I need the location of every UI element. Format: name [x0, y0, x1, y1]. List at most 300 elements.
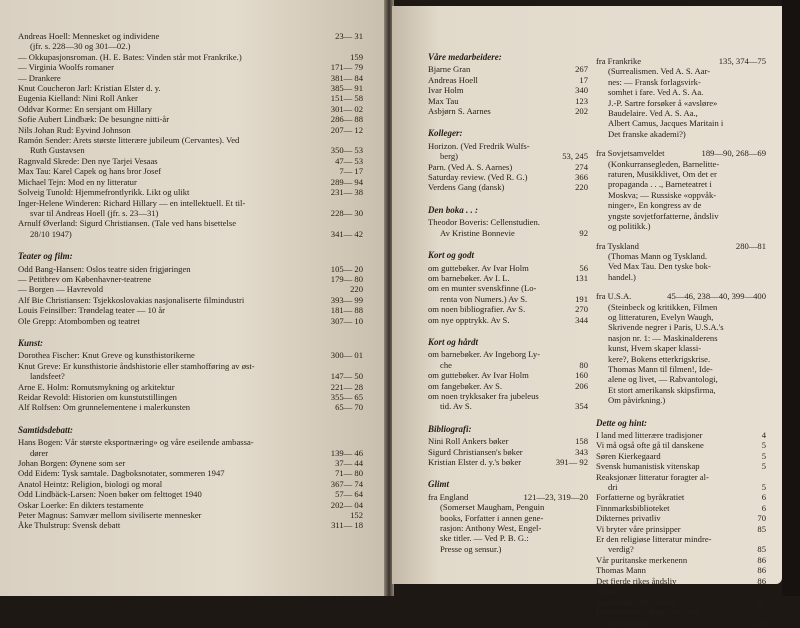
entry-page: 202 [575, 106, 588, 117]
entry-text: Realismen i litteraturen [596, 596, 677, 607]
background-edge [782, 0, 800, 596]
entry-page: 280—81 [735, 240, 766, 251]
entry-page: 340 [575, 85, 588, 96]
entry-page: 123 [575, 95, 588, 106]
entry-page: 301— 02 [330, 103, 363, 114]
entry-text: Arne E. Holm: Romutsmykning og arkitektur [18, 381, 175, 392]
entry-text: Ramón Sender: Arets største litterære jubileum (Cervantes). Ved [18, 135, 240, 146]
index-entry [18, 229, 363, 239]
entry-text: dri [608, 482, 618, 493]
index-entry [428, 401, 588, 411]
index-entry [428, 106, 588, 116]
entry-page: 307— 10 [330, 315, 363, 326]
index-entry [18, 479, 363, 489]
entry-page: 393— 99 [330, 294, 363, 305]
entry-page [763, 333, 766, 343]
entry-page: 181— 88 [330, 305, 363, 316]
entry-text: somhet i fare. Ved A. S. Aa. [608, 87, 704, 98]
index-entry [596, 159, 766, 169]
index-entry [596, 395, 766, 405]
index-entry [18, 510, 363, 520]
entry-page: 221— 28 [330, 381, 363, 392]
entry-page [763, 395, 766, 405]
entry-text: tid. Av S. [440, 401, 472, 412]
index-entry [428, 315, 588, 325]
entry-page: 5 [761, 440, 766, 451]
entry-page: 311— 18 [331, 520, 363, 531]
index-entry [428, 141, 588, 151]
index-entry [428, 513, 588, 523]
entry-text: Solveig Tunold: Hjemmefrontlyrikk. Likt og ulikt [18, 187, 190, 198]
entry-text: handel.) [608, 271, 636, 282]
entry-text: Horizon. (Ved Fredrik Wulfs- [428, 140, 530, 151]
index-entry [596, 291, 766, 301]
entry-page: 191 [575, 293, 588, 304]
entry-page [763, 169, 766, 179]
entry-text: Nils Johan Rud: Eyvind Johnson [18, 124, 131, 135]
entry-text: om barnebøker. Av I. L. [428, 272, 510, 283]
entry-page [360, 361, 363, 371]
entry-text: (Steinbeck og kritikken, Filmen [608, 301, 718, 312]
entry-text: rasjon: Anthony West, Engel- [440, 523, 542, 534]
index-entry [596, 374, 766, 384]
entry-text: dører [30, 447, 49, 458]
entry-page: 207— 12 [330, 124, 363, 135]
entry-text: Saturday review. (Ved R. G.) [428, 172, 528, 183]
entry-text: Ivar Holm [428, 85, 464, 96]
entry-text: Odd Lindbäck-Larsen: Noen bøker om felttoget 1940 [18, 489, 202, 500]
index-entry [428, 263, 588, 273]
index-entry [428, 436, 588, 446]
index-entry [596, 524, 766, 534]
entry-text: Søren Kierkegaard [596, 450, 661, 461]
entry-text: Sensur [596, 586, 620, 597]
index-entry [18, 177, 363, 187]
entry-text: Hans Bogen: Vår største eksportnæring» og våre eseilende ambassa- [18, 437, 254, 448]
index-entry [18, 371, 363, 381]
index-entry [596, 617, 766, 627]
index-entry [18, 135, 363, 145]
entry-text: (Thomas Mann og Tyskland. [608, 250, 708, 261]
entry-text: verdig? [608, 544, 634, 555]
entry-page [585, 217, 588, 227]
entry-page: 220 [350, 284, 363, 295]
entry-text: Theodor Boveris: Cellenstudien. [428, 217, 540, 228]
index-entry [428, 360, 588, 370]
entry-text: Skrivende negrer i Paris, U.S.A.'s [608, 322, 724, 333]
entry-page: 87 [757, 596, 766, 607]
entry-page: 5 [761, 482, 766, 493]
entry-page [763, 77, 766, 87]
entry-text: om nye opptrykk. Av S. [428, 314, 510, 325]
entry-text: ske titler. — Ved P. B. G.: [440, 533, 529, 544]
entry-page: 341— 42 [330, 228, 363, 239]
entry-page [763, 87, 766, 97]
index-entry [596, 607, 766, 617]
index-entry [428, 544, 588, 554]
entry-page: 92 [579, 227, 588, 238]
index-entry [596, 576, 766, 586]
entry-page [763, 534, 766, 544]
index-entry [596, 56, 766, 66]
index-entry [428, 151, 588, 161]
index-entry [596, 472, 766, 482]
entry-page: 355— 65 [330, 392, 363, 402]
entry-page: 85 [757, 523, 766, 534]
index-entry [596, 440, 766, 450]
entry-text: 28/10 1947) [30, 228, 72, 239]
index-entry [18, 208, 363, 218]
entry-text: Michael Tejn: Mod en ny litteratur [18, 176, 137, 187]
entry-text: Dorothea Fischer: Knut Greve og kunsthistorikerne [18, 350, 195, 361]
section-heading: Kolleger: [428, 128, 463, 139]
index-entry [596, 200, 766, 210]
entry-text: Reidar Revold: Historien om kunstutstillingen [18, 392, 177, 402]
entry-page: 86 [757, 565, 766, 576]
entry-text: — Okkupasjonsroman. (H. E. Bates: Vinden står mot Frankrike.) [18, 51, 242, 62]
entry-text: propaganda . . ., Barneteatret i [608, 179, 712, 190]
entry-text: — Petitbrev om Københavner-teatrene [18, 273, 152, 284]
entry-page: 70 [757, 513, 766, 524]
index-entry [596, 492, 766, 502]
entry-text: books, Forfatter i annen gene- [440, 512, 544, 523]
entry-text: Knut Coucheron Jarl: Kristian Elster d. y. [18, 83, 161, 94]
index-entry [596, 272, 766, 282]
entry-page [763, 211, 766, 221]
entry-page [585, 391, 588, 401]
index-entry [18, 382, 363, 392]
index-entry [596, 87, 766, 97]
index-entry [18, 520, 363, 530]
left-page [0, 0, 386, 596]
entry-text: Sofie Aubert Lindbæk: De besungne nitti-år [18, 114, 170, 125]
entry-page [360, 198, 363, 208]
entry-text: Albert Camus, Jacques Maritain i [608, 118, 724, 129]
entry-page [763, 221, 766, 231]
index-entry [18, 500, 363, 510]
index-entry [596, 251, 766, 261]
entry-page [763, 159, 766, 169]
entry-page: 5 [761, 461, 766, 472]
entry-text: Et stort amerikansk skipsfirma, [608, 384, 716, 395]
index-entry [428, 523, 588, 533]
entry-text: Peter Magnus: Samvær mellom siviliserte mennesker [18, 510, 202, 521]
entry-text: Johan Borgen: Øynene som ser [18, 458, 126, 469]
entry-text: Ruth Gustavsen [30, 145, 85, 156]
entry-page: 270 [575, 304, 588, 315]
index-entry [18, 402, 363, 412]
index-entry [596, 108, 766, 118]
entry-text: Andreas Hoell: Mennesket og individene [18, 31, 160, 41]
entry-page [585, 502, 588, 512]
index-entry [18, 284, 363, 294]
entry-text: fra Tyskland [596, 240, 639, 251]
entry-page [763, 129, 766, 139]
index-entry [428, 349, 588, 359]
entry-text: Forfatterne og byråkratiet [596, 492, 685, 503]
entry-text: Oskar Loerke: En dikters testamente [18, 499, 144, 510]
entry-page [585, 544, 588, 554]
index-entry [596, 555, 766, 565]
index-entry [18, 93, 363, 103]
entry-page: 5 [761, 450, 766, 461]
index-entry [18, 350, 363, 360]
entry-page: 4 [761, 430, 766, 440]
entry-page: 367— 74 [330, 478, 363, 489]
entry-text: Odd Bang-Hansen: Oslos teatre siden frigjøringen [18, 263, 191, 274]
entry-text: og litteraturen, Evelyn Waugh, [608, 311, 714, 322]
index-entry [428, 283, 588, 293]
entry-text: Max Tau [428, 95, 459, 106]
entry-text: — Drankere [18, 72, 61, 83]
index-entry [18, 264, 363, 274]
entry-page [763, 118, 766, 128]
entry-page: 47— 53 [335, 155, 363, 166]
entry-page: 231— 38 [330, 187, 363, 198]
index-entry [18, 198, 363, 208]
index-entry [18, 104, 363, 114]
index-entry [18, 83, 363, 93]
entry-page: 286— 88 [330, 114, 363, 125]
entry-page [763, 472, 766, 482]
entry-page: 121—23, 319—20 [523, 491, 588, 502]
index-entry [596, 482, 766, 492]
entry-text: Arnulf Øverland: Sigurd Christiansen. (Tale ved hans bisettelse [18, 218, 237, 229]
index-entry [596, 169, 766, 179]
index-entry [596, 354, 766, 364]
index-entry [18, 392, 363, 402]
entry-text: Moskva; — Russiske «oppvåk- [608, 189, 717, 200]
entry-page: 85 [757, 544, 766, 555]
index-entry [596, 461, 766, 471]
entry-text: om guttebøker. Av Ivar Holm [428, 262, 529, 273]
entry-page: 300— 01 [330, 350, 363, 361]
index-entry [428, 381, 588, 391]
index-entry [18, 166, 363, 176]
index-entry [428, 294, 588, 304]
entry-page [763, 66, 766, 76]
entry-page [360, 41, 363, 51]
entry-text: Ole Grepp: Atombomben og teatret [18, 315, 140, 326]
entry-page [585, 523, 588, 533]
entry-page [763, 343, 766, 353]
entry-text: Det franske akademi?) [608, 128, 686, 139]
entry-page: 86 [757, 554, 766, 565]
entry-text: Svensk humanistisk vitenskap [596, 461, 700, 472]
index-entry [428, 457, 588, 467]
section-heading: Kort og hårdt [428, 336, 479, 347]
entry-text: yngste sovjetforfatterne, åndsliv [608, 210, 719, 221]
index-entry [428, 447, 588, 457]
entry-text: Sigurd Christiansen's bøker [428, 446, 523, 457]
index-entry [596, 221, 766, 231]
entry-text: Odd Eidem: Tysk samtale. Dagboksnotater, sommeren 1947 [18, 468, 225, 479]
entry-text: Ved Max Tau. Den tyske bok- [608, 261, 711, 272]
index-entry [18, 305, 363, 315]
entry-page: 343 [575, 446, 588, 457]
entry-text: Om påvirkning.) [608, 395, 666, 406]
index-entry [596, 211, 766, 221]
index-entry [596, 322, 766, 332]
entry-page [763, 200, 766, 210]
entry-text: I land med litterære tradisjoner [596, 430, 703, 440]
entry-page: 228— 30 [330, 207, 363, 218]
entry-page [763, 364, 766, 374]
entry-text: Litteraturens stilling etter den [596, 606, 698, 617]
entry-text: Ragnvald Skrede: Den nye Tarjei Vesaas [18, 155, 158, 166]
index-entry [18, 156, 363, 166]
entry-page: 274 [575, 161, 588, 172]
entry-page: 37— 44 [335, 458, 363, 469]
entry-page: 87 [757, 586, 766, 597]
entry-text: raturen, Musikklivet, Om det er [608, 169, 717, 180]
entry-page [763, 607, 766, 617]
entry-page: 65— 70 [335, 402, 363, 413]
entry-text: J.-P. Sartre forsøker å «avsløre» [608, 97, 718, 108]
entry-text: ninger», En kongress av de [608, 200, 702, 211]
entry-text: Bjarne Gran [428, 64, 471, 75]
index-entry [596, 385, 766, 395]
section-heading: Samtidsdebatt: [18, 424, 74, 435]
entry-text: Alf Rolfsen: Om grunnelementene i malerkunsten [18, 402, 191, 413]
entry-text: renta von Numers.) Av S. [440, 293, 528, 304]
entry-page [585, 283, 588, 293]
entry-text: nasjon nr. 1: — Maskinalderens [608, 332, 718, 343]
entry-text: Louis Feinsilber: Trøndelag teater — 10 år [18, 305, 166, 316]
entry-text: Anatol Heintz: Religion, biologi og moral [18, 478, 163, 489]
index-entry [18, 73, 363, 83]
section-heading: Den boka . . : [428, 204, 478, 215]
entry-page: 6 [761, 502, 766, 513]
index-entry [18, 145, 363, 155]
entry-text: (Konkurransegleden, Barnelitte- [608, 158, 720, 169]
index-entry [596, 190, 766, 200]
index-entry [596, 261, 766, 271]
index-entry [596, 430, 766, 440]
index-entry [18, 468, 363, 478]
index-entry [428, 492, 588, 502]
entry-page: 179— 80 [330, 273, 363, 284]
entry-text: Max Tau: Karel Capek og hans bror Josef [18, 166, 162, 177]
entry-page [763, 108, 766, 118]
entry-page: 139— 46 [330, 447, 363, 458]
entry-text: siste krigen [608, 617, 648, 628]
index-entry [18, 52, 363, 62]
index-entry [596, 77, 766, 87]
entry-page: 152 [350, 510, 363, 521]
index-entry [596, 565, 766, 575]
entry-text: fra Frankrike [596, 56, 642, 66]
section-heading: Kort og godt [428, 250, 475, 261]
entry-page [360, 437, 363, 447]
index-entry [596, 544, 766, 554]
entry-page: 56 [579, 262, 588, 273]
entry-text: svar til Andreas Hoell (jfr. s. 23—31) [30, 207, 159, 218]
entry-page [763, 385, 766, 395]
index-entry [428, 533, 588, 543]
entry-text: Verdens Gang (dansk) [428, 182, 505, 193]
index-entry [18, 125, 363, 135]
entry-text: Presse og sensur.) [440, 543, 502, 554]
index-entry [18, 361, 363, 371]
index-entry [596, 302, 766, 312]
index-entry [18, 437, 363, 447]
entry-text: Kristian Elster d. y.'s bøker [428, 457, 522, 467]
entry-page: 23— 31 [335, 31, 363, 41]
index-entry [596, 534, 766, 544]
entry-page: 189—90, 268—69 [701, 148, 766, 159]
index-entry [596, 364, 766, 374]
index-entry [18, 295, 363, 305]
entry-page [585, 141, 588, 151]
entry-page: 160 [575, 370, 588, 381]
index-entry [596, 333, 766, 343]
entry-page: 6 [761, 492, 766, 503]
entry-text: (jfr. s. 228—30 og 301—02.) [30, 41, 131, 52]
entry-text: Andreas Hoell [428, 74, 478, 85]
section-heading: Dette og hint: [596, 417, 647, 428]
index-entry [428, 391, 588, 401]
entry-text: og politikk.) [608, 221, 651, 232]
entry-page: 385— 91 [330, 83, 363, 94]
entry-page [763, 190, 766, 200]
entry-text: che [440, 359, 452, 370]
entry-text: om fangebøker. Av S. [428, 380, 503, 391]
entry-page [763, 322, 766, 332]
index-entry [18, 187, 363, 197]
entry-page: 344 [575, 314, 588, 325]
entry-page [763, 354, 766, 364]
entry-page: 381— 84 [330, 72, 363, 83]
right-index-column-1 [428, 52, 588, 554]
index-entry [596, 129, 766, 139]
entry-text: Dikternes privatliv [596, 513, 661, 524]
index-entry [596, 513, 766, 523]
entry-text: Nini Roll Ankers bøker [428, 436, 509, 447]
index-entry [596, 586, 766, 596]
entry-text: Vår puritanske merkenenn [596, 554, 688, 565]
entry-text: om barnebøker. Av Ingeborg Ly- [428, 349, 541, 360]
index-entry [18, 316, 363, 326]
entry-page [360, 135, 363, 145]
entry-text: kere?, Bokens etterkrigskrise. [608, 353, 711, 364]
entry-page [585, 513, 588, 523]
index-entry [428, 217, 588, 227]
entry-page [585, 533, 588, 543]
entry-page [763, 261, 766, 271]
entry-page: 366 [575, 172, 588, 183]
entry-page [763, 374, 766, 384]
entry-text: Reaksjonær litteratur foragter al- [596, 471, 709, 482]
entry-text: Thomas Mann til filmen!, Ide- [608, 363, 713, 374]
entry-text: Asbjørn S. Aarnes [428, 106, 491, 117]
entry-text: berg) [440, 151, 458, 162]
entry-page: 354 [575, 401, 588, 412]
entry-text: Inger-Helene Winderen: Richard Hillary — en intellektuell. Et til- [18, 197, 246, 208]
entry-page: 45—46, 238—40, 399—400 [667, 291, 766, 302]
index-entry [596, 312, 766, 322]
section-heading: Våre medarbeidere: [428, 52, 502, 62]
entry-page: 267 [575, 64, 588, 75]
entry-text: Thomas Mann [596, 565, 646, 576]
entry-text: (Surrealismen. Ved A. S. Aar- [608, 66, 711, 77]
entry-page: 53, 245 [562, 151, 588, 162]
index-entry [428, 64, 588, 74]
entry-text: alene og livet, — Rabvantologi, [608, 374, 718, 385]
index-entry [596, 148, 766, 158]
entry-page: 206 [575, 380, 588, 391]
entry-page [763, 312, 766, 322]
